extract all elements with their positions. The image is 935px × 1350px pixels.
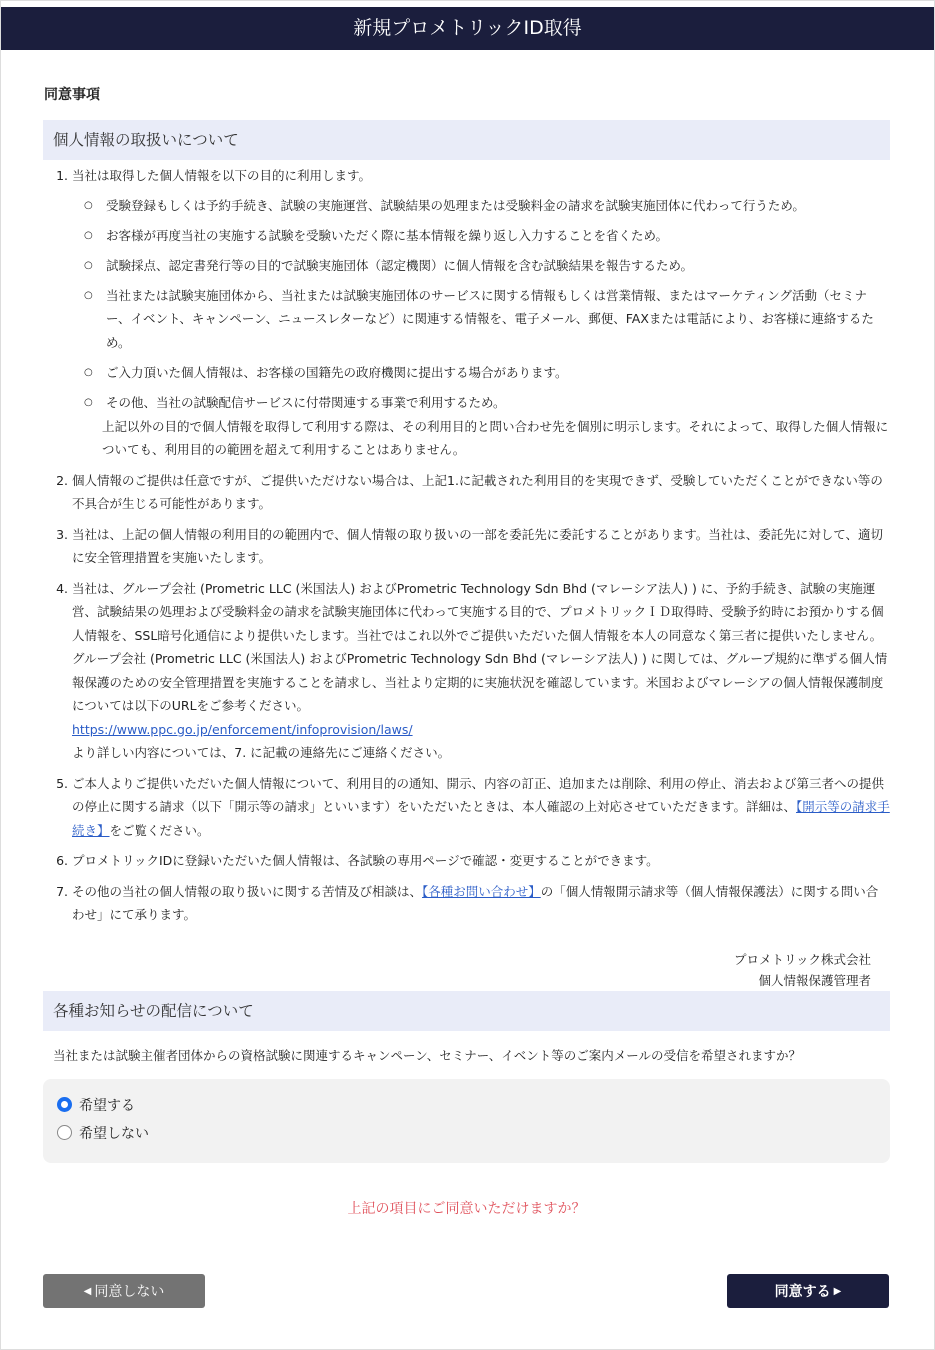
caret-right-icon: ▶ [833, 1285, 842, 1297]
item-text: の「個人情報開示請求等（個人情報保護法）に関する問い合わせ」にて承ります。 [72, 883, 879, 922]
radio-label: 希望する [79, 1097, 135, 1114]
privacy-item-3: 3. 当社は、上記の個人情報の利用目的の範囲内で、個人情報の取り扱いの一部を委託先に委託することがあります。当社は、委託先に対して、適切に安全管理措置を実施いたします。 [72, 523, 890, 570]
radio-unchecked-icon[interactable] [57, 1125, 72, 1140]
newsletter-section-title: 各種お知らせの配信について [43, 991, 890, 1031]
item-text: をご覧ください。 [109, 822, 210, 838]
item4-paragraph: グループ会社 (Prometric LLC (米国法人) およびPrometric Technology Sdn Bhd (マレーシア法人) ) に関しては、グループ規約に準ずる個人情報保護のための安全管理措置を実施することを請求し、当社より定期的に実施状況を確認しています。米国およびマレーシアの個人情報保護制度については以下のURLをご参考ください。 [72, 651, 888, 713]
agree-button[interactable] [727, 1274, 889, 1308]
purpose-text: 当社または試験実施団体から、当社または試験実施団体のサービスに関する情報もしくは営業情報、またはマーケティング活動（セミナー、イベント、キャンペーン、ニュースレターなど）に関連する情報を、電子メール、郵便、FAXまたは電話により、お客様に連絡するため。 [106, 287, 874, 350]
privacy-list [43, 164, 890, 927]
confirm-question: 上記の項目にご同意いただけますか？ [347, 1200, 586, 1217]
privacy-item-5 [72, 772, 890, 843]
purpose-text: お客様が再度当社の実施する試験を受験いただく際に基本情報を繰り返し入力することを省くため。 [106, 227, 669, 243]
main-content [43, 82, 890, 1218]
bullet-icon: ○ [84, 396, 93, 408]
page-title: 新規プロメトリックID取得 [353, 17, 582, 39]
purpose-item [72, 254, 890, 278]
disagree-button[interactable] [43, 1274, 205, 1308]
button-label: 同意しない [94, 1284, 165, 1300]
page-header [1, 7, 934, 50]
privacy-section-title: 個人情報の取扱いについて [43, 120, 890, 160]
item-text: ご本人よりご提供いただいた個人情報について、利用目的の通知、開示、内容の訂正、追加または削除、利用の停止、消去および第三者への提供の停止に関する請求（以下「開示等の請求」といいます）をいただいたときは、本人確認の上対応させていただきます。詳細は、 [72, 775, 885, 814]
purpose-text: その他、当社の試験配信サービスに付帯関連する事業で利用するため。 [106, 394, 506, 410]
item-text: 当社は取得した個人情報を以下の目的に利用します。 [72, 168, 372, 183]
item-text: その他の当社の個人情報の取り扱いに関する苦情及び相談は、 [72, 883, 423, 899]
caret-left-icon: ◀ [83, 1285, 92, 1297]
button-label: 同意する [774, 1284, 831, 1300]
bullet-icon: ○ [84, 289, 93, 301]
item4-paragraph: より詳しい内容については、7. に記載の連絡先にご連絡ください。 [72, 745, 451, 760]
radio-opt-out[interactable] [57, 1119, 876, 1147]
privacy-item-1 [72, 164, 890, 462]
privacy-item-4 [72, 577, 890, 765]
signature [43, 949, 890, 991]
purpose-text: 受験登録もしくは予約手続き、試験の実施運営、試験結果の処理または受験料金の請求を試験実施団体に代わって行うため。 [106, 197, 805, 213]
purpose-item [72, 361, 890, 385]
privacy-item-2: 2. 個人情報のご提供は任意ですが、ご提供いただけない場合は、上記1.に記載された利用目的を実現できず、受験していただくことができない等の不具合が生じる可能性があります。 [72, 469, 890, 516]
bullet-icon: ○ [84, 259, 93, 271]
bullet-icon: ○ [84, 366, 93, 378]
disclosure-procedure-link[interactable]: 【開示等の請求手続き】 [72, 799, 890, 838]
bullet-icon: ○ [84, 199, 93, 211]
purpose-item [72, 284, 890, 355]
sign-company: プロメトリック株式会社 [733, 951, 871, 967]
purpose-item [72, 194, 890, 218]
agreement-heading: 同意事項 [44, 87, 100, 103]
purpose-text: ご入力頂いた個人情報は、お客様の国籍先の政府機関に提出する場合があります。 [106, 364, 568, 380]
radio-opt-in[interactable] [57, 1091, 876, 1119]
newsletter-radio-group [43, 1079, 890, 1163]
item1-note: 上記以外の目的で個人情報を取得して利用する際は、その利用目的と問い合わせ先を個別に明示します。それによって、取得した個人情報についても、利用目的の範囲を超えて利用することはありません。 [102, 418, 889, 457]
privacy-item-7 [72, 880, 890, 927]
newsletter-question: 当社または試験主催者団体からの資格試験に関連するキャンペーン、セミナー、イベント等のご案内メールの受信を希望されますか？ [53, 1047, 802, 1063]
purpose-item [72, 391, 890, 415]
sign-role: 個人情報保護管理者 [758, 972, 871, 988]
purpose-item [72, 224, 890, 248]
privacy-item-6: 6. プロメトリックIDに登録いただいた個人情報は、各試験の専用ページで確認・変更することができます。 [72, 849, 890, 873]
purpose-list [72, 194, 890, 415]
radio-label: 希望しない [79, 1125, 149, 1142]
ppc-link[interactable]: https://www.ppc.go.jp/enforcement/infoprovision/laws/ [72, 721, 413, 737]
radio-checked-icon[interactable] [57, 1097, 72, 1112]
purpose-text: 試験採点、認定書発行等の目的で試験実施団体（認定機関）に個人情報を含む試験結果を報告するため。 [106, 257, 694, 273]
contact-link[interactable]: 【各種お問い合わせ】 [422, 883, 541, 899]
item4-paragraph: 4. 当社は、グループ会社 (Prometric LLC (米国法人) およびPrometric Technology Sdn Bhd (マレーシア法人) ) に、予約手続き、試験の実施運営、試験結果の処理および受験料金の請求を試験実施団体に代わって実施する目的で、プロメトリックＩＤ取得時、受験予約時にお預かりする個人情報を、SSL暗号化通信により提供いたします。当社ではこれ以外でご提供いただいた個人情報を本人の同意なく第三者に提供いたしません。 [72, 580, 884, 643]
bullet-icon: ○ [84, 229, 93, 241]
